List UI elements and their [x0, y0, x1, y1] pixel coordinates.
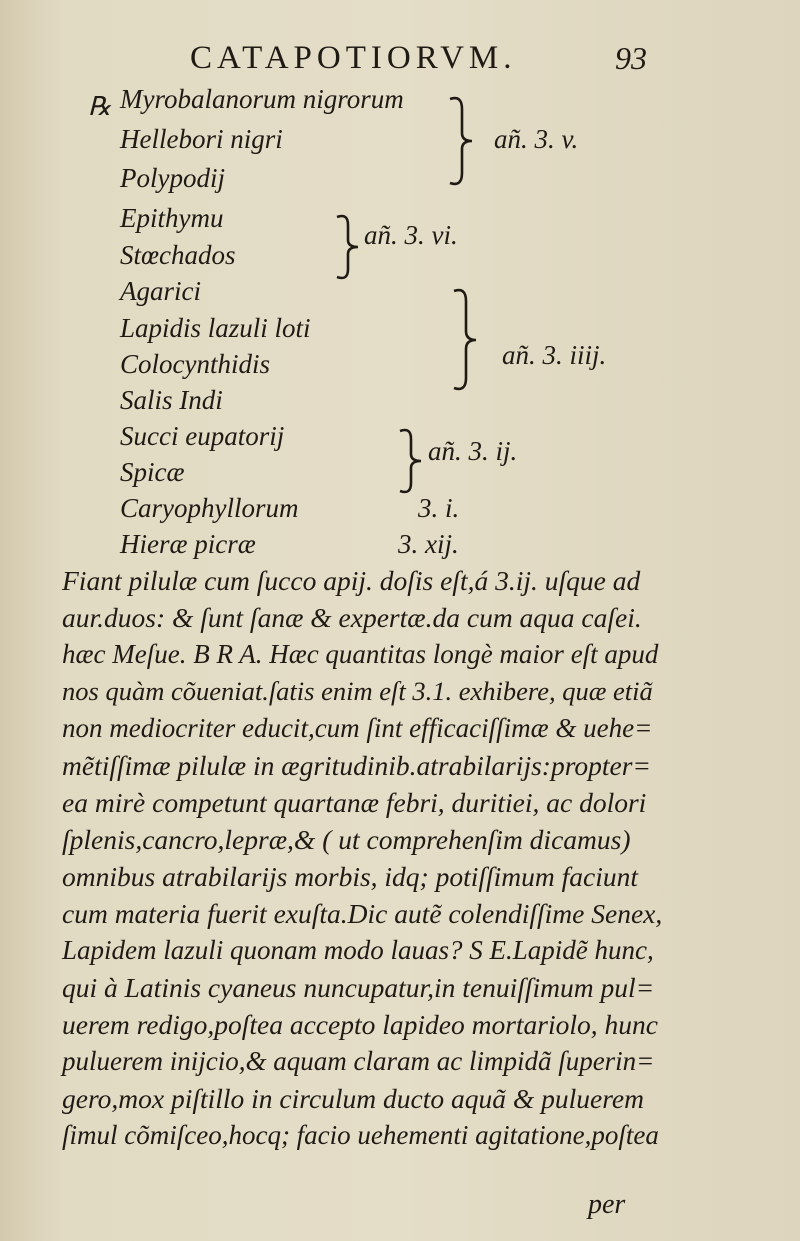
quantity-group-3: añ. 3. iiij.: [502, 340, 607, 370]
ingredient-line: Hieræ picræ: [120, 529, 256, 559]
text-line: ſimul cõmiſceo,hocq; facio uehementi agitatione,poſtea: [62, 1120, 659, 1150]
quantity-caryophyllorum: 3. i.: [418, 493, 460, 523]
text-line: non mediocriter educit,cum ſint efficaciſſimæ & uehe=: [62, 713, 653, 743]
text-line: aur.duos: & ſunt ſanæ & expertæ.da cum aqua caſei.: [62, 602, 642, 633]
ingredient-line: Epithymu: [120, 203, 224, 233]
text-line: qui à Latinis cyaneus nuncupatur,in tenuiſſimum pul=: [62, 972, 655, 1003]
text-line: Lapidem lazuli quonam modo lauas? S E.Lapidẽ hunc,: [62, 935, 654, 965]
ingredient-line: Agarici: [120, 276, 201, 306]
text-line: puluerem inijcio,& aquam claram ac limpidã ſuperin=: [62, 1046, 655, 1076]
running-header: CATAPOTIORVM.: [190, 40, 517, 76]
text-line: Fiant pilulæ cum ſucco apij. doſis eſt,á 3.ij. uſque ad: [62, 565, 641, 596]
ingredient-line: Succi eupatorij: [120, 421, 285, 451]
ingredient-line: Hellebori nigri: [120, 124, 283, 154]
text-line: cum materia fuerit exuſta.Dic autẽ colendiſſime Senex,: [62, 898, 663, 929]
ingredient-line: Caryophyllorum: [120, 493, 299, 523]
quantity-hierae: 3. xij.: [398, 529, 459, 559]
text-line: ea mirè competunt quartanæ febri, duritiei, ac dolori: [62, 787, 647, 818]
text-line: omnibus atrabilarijs morbis, idq; potiſſimum faciunt: [62, 861, 639, 892]
ingredient-line: Colocynthidis: [120, 349, 270, 379]
brace-group-1: [448, 95, 478, 191]
text-line: gero,mox piſtillo in circulum ducto aquã & puluerem: [62, 1083, 644, 1114]
brace-group-4: [398, 427, 426, 499]
ingredient-line: Salis Indi: [120, 385, 223, 415]
ingredient-line: Myrobalanorum nigrorum: [120, 84, 404, 114]
text-line: uerem redigo,poſtea accepto lapideo mortariolo, hunc: [62, 1009, 658, 1040]
ingredient-line: Polypodij: [120, 163, 225, 193]
brace-group-3: [452, 287, 482, 396]
text-line: nos quàm cõueniat.ſatis enim eſt 3.1. exhibere, quæ etiã: [62, 676, 653, 706]
quantity-group-2: añ. 3. vi.: [364, 220, 458, 250]
quantity-group-4: añ. 3. ij.: [428, 436, 518, 466]
ingredient-line: Stœchados: [120, 240, 236, 270]
page-number: 93: [615, 40, 647, 76]
catchword: per: [588, 1189, 626, 1220]
text-line: hæc Meſue. B R A. Hæc quantitas longè maior eſt apud: [62, 639, 659, 669]
recipe-symbol: ℞: [88, 92, 112, 122]
text-line: mẽtiſſimæ pilulæ in ægritudinib.atrabilarijs:propter=: [62, 750, 651, 781]
brace-group-2: [335, 213, 363, 285]
ingredient-line: Lapidis lazuli loti: [120, 313, 311, 343]
text-line: ſplenis,cancro,lepræ,& ( ut comprehenſim dicamus): [62, 824, 631, 855]
quantity-group-1: añ. 3. v.: [494, 124, 579, 154]
ingredient-line: Spicæ: [120, 457, 185, 487]
